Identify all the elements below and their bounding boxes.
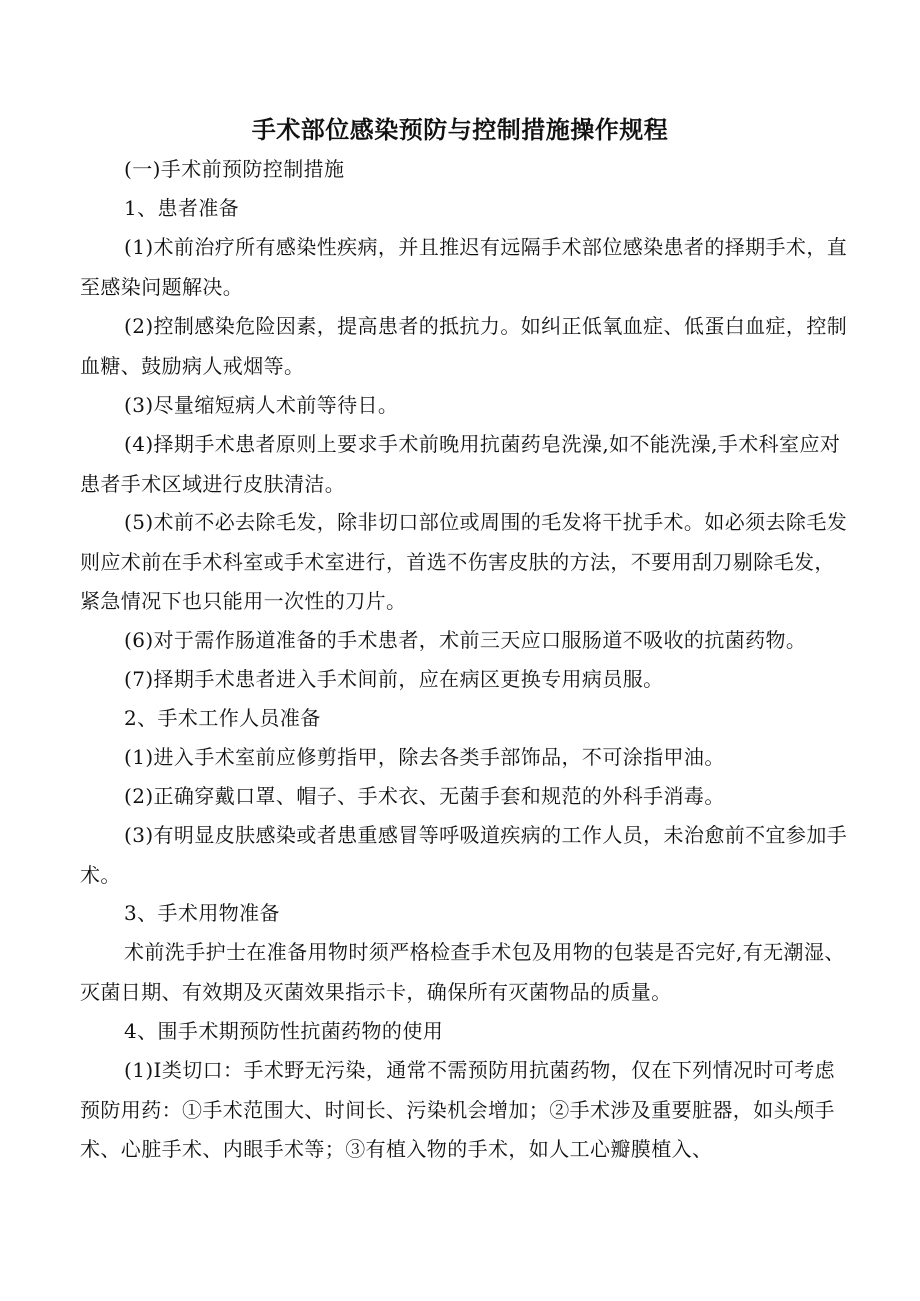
- paragraph-patient-item: (4)择期手术患者原则上要求手术前晚用抗菌药皂洗澡,如不能洗澡,手术科室应对患者手术区域进行皮肤清洁。: [80, 432, 841, 496]
- paragraph-patient-item: (5)术前不必去除毛发，除非切口部位或周围的毛发将干扰手术。如必须去除毛发则应术前在手术科室或手术室进行，首选不伤害皮肤的方法，不要用刮刀剔除毛发，紧急情况下也只能用一次性的刀片。: [80, 510, 848, 613]
- paragraph-patient-item: (7)择期手术患者进入手术间前，应在病区更换专用病员服。: [124, 667, 664, 691]
- paragraph-patient-item: (1)术前治疗所有感染性疾病，并且推迟有远隔手术部位感染患者的择期手术，直至感染问题解决。: [80, 235, 848, 299]
- paragraph-staff-item: (2)正确穿戴口罩、帽子、手术衣、无菌手套和规范的外科手消毒。: [124, 784, 725, 808]
- subheading-patient-preparation: 1、患者准备: [124, 196, 240, 220]
- document-title: 手术部位感染预防与控制措施操作规程: [251, 116, 669, 144]
- paragraph-supplies: 术前洗手护士在准备用物时须严格检查手术包及用物的包装是否完好,有无潮湿、灭菌日期、有效期及灭菌效果指示卡，确保所有灭菌物品的质量。: [80, 940, 845, 1004]
- paragraph-antibiotics-item: (1)Ⅰ类切口：手术野无污染，通常不需预防用抗菌药物，仅在下列情况时可考虑预防用药：①手术范围大、时间长、污染机会增加；②手术涉及重要脏器，如头颅手术、心脏手术、内眼手术等；③有植入物的手术，如人工心瓣膜植入、: [80, 1058, 836, 1161]
- paragraph-staff-item: (1)进入手术室前应修剪指甲，除去各类手部饰品，不可涂指甲油。: [124, 745, 725, 769]
- section-heading-pre-op: (一)手术前预防控制措施: [124, 157, 345, 181]
- paragraph-staff-item: (3)有明显皮肤感染或者患重感冒等呼吸道疾病的工作人员，未治愈前不宜参加手术。: [80, 823, 848, 887]
- subheading-supplies-preparation: 3、手术用物准备: [124, 901, 280, 925]
- paragraph-patient-item: (3)尽量缩短病人术前等待日。: [124, 393, 399, 417]
- paragraph-patient-item: (6)对于需作肠道准备的手术患者，术前三天应口服肠道不吸收的抗菌药物。: [124, 628, 807, 652]
- paragraph-patient-item: (2)控制感染危险因素，提高患者的抵抗力。如纠正低氧血症、低蛋白血症，控制血糖、鼓励病人戒烟等。: [80, 314, 848, 378]
- subheading-antibiotics: 4、围手术期预防性抗菌药物的使用: [124, 1019, 444, 1043]
- subheading-staff-preparation: 2、手术工作人员准备: [124, 706, 321, 730]
